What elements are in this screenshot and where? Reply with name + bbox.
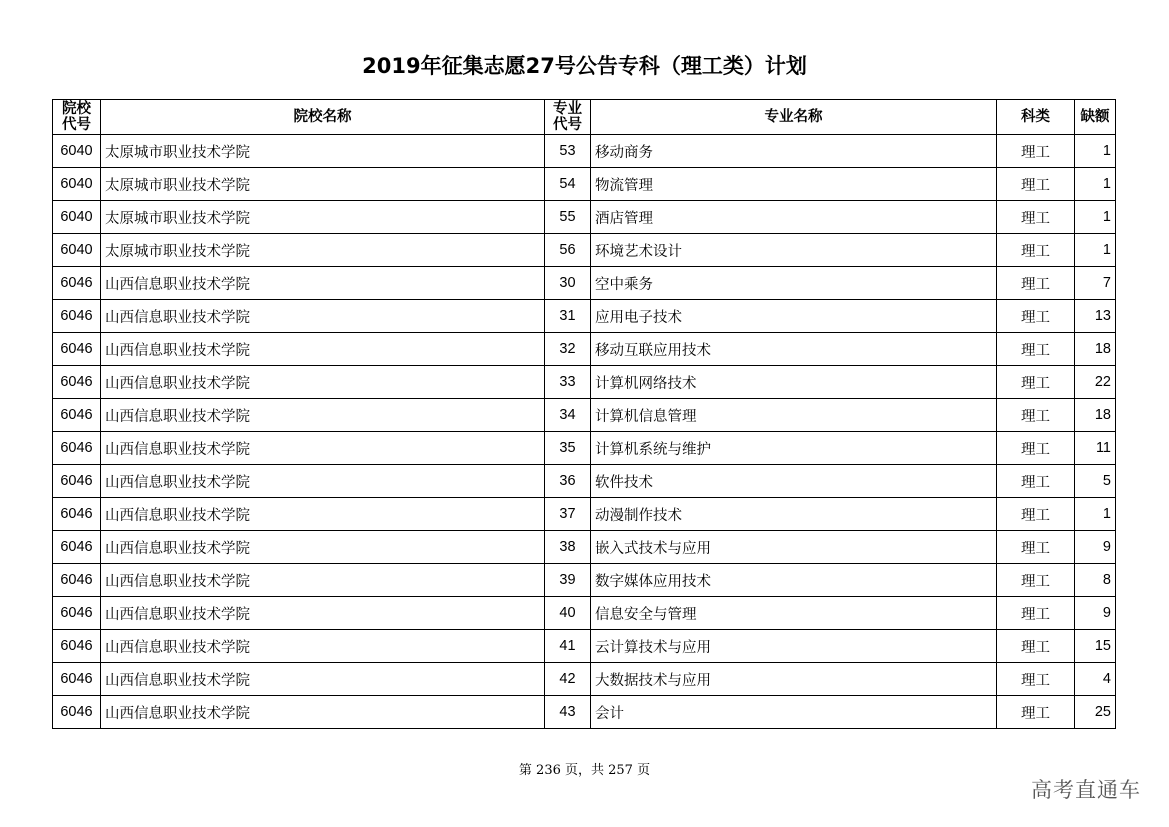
cell-vacancies: 1 <box>1075 135 1116 168</box>
cell-major-code: 39 <box>545 564 591 597</box>
cell-major-name: 空中乘务 <box>591 267 997 300</box>
cell-school-code: 6046 <box>53 630 101 663</box>
table-row <box>53 234 1116 267</box>
cell-school-code: 6040 <box>53 201 101 234</box>
cell-major-code: 42 <box>545 663 591 696</box>
table-row <box>53 564 1116 597</box>
cell-major-code: 37 <box>545 498 591 531</box>
cell-major-name: 物流管理 <box>591 168 997 201</box>
cell-major-name: 云计算技术与应用 <box>591 630 997 663</box>
cell-major-name: 应用电子技术 <box>591 300 997 333</box>
cell-vacancies: 4 <box>1075 663 1116 696</box>
header-major-name: 专业名称 <box>591 100 997 135</box>
cell-school-code: 6046 <box>53 663 101 696</box>
cell-vacancies: 13 <box>1075 300 1116 333</box>
cell-category: 理工 <box>997 366 1075 399</box>
cell-major-code: 56 <box>545 234 591 267</box>
table-row <box>53 267 1116 300</box>
cell-vacancies: 11 <box>1075 432 1116 465</box>
cell-major-code: 36 <box>545 465 591 498</box>
cell-major-name: 动漫制作技术 <box>591 498 997 531</box>
cell-major-name: 移动互联应用技术 <box>591 333 997 366</box>
table-row <box>53 432 1116 465</box>
cell-school-code: 6046 <box>53 597 101 630</box>
cell-major-name: 信息安全与管理 <box>591 597 997 630</box>
cell-school-name: 山西信息职业技术学院 <box>101 531 545 564</box>
cell-category: 理工 <box>997 696 1075 729</box>
plan-table <box>52 99 1116 729</box>
cell-category: 理工 <box>997 234 1075 267</box>
table-row <box>53 465 1116 498</box>
cell-major-name: 计算机系统与维护 <box>591 432 997 465</box>
cell-major-code: 38 <box>545 531 591 564</box>
cell-category: 理工 <box>997 597 1075 630</box>
cell-major-name: 大数据技术与应用 <box>591 663 997 696</box>
cell-school-name: 太原城市职业技术学院 <box>101 135 545 168</box>
cell-major-code: 53 <box>545 135 591 168</box>
cell-major-code: 54 <box>545 168 591 201</box>
cell-category: 理工 <box>997 432 1075 465</box>
cell-major-name: 嵌入式技术与应用 <box>591 531 997 564</box>
cell-category: 理工 <box>997 663 1075 696</box>
cell-major-name: 酒店管理 <box>591 201 997 234</box>
cell-school-name: 山西信息职业技术学院 <box>101 564 545 597</box>
table-row <box>53 135 1116 168</box>
cell-vacancies: 9 <box>1075 597 1116 630</box>
cell-vacancies: 5 <box>1075 465 1116 498</box>
cell-school-name: 山西信息职业技术学院 <box>101 597 545 630</box>
cell-school-name: 山西信息职业技术学院 <box>101 366 545 399</box>
page-title: 2019年征集志愿27号公告专科（理工类）计划 <box>362 54 807 78</box>
cell-school-code: 6040 <box>53 234 101 267</box>
cell-school-code: 6046 <box>53 531 101 564</box>
cell-major-name: 会计 <box>591 696 997 729</box>
cell-major-name: 软件技术 <box>591 465 997 498</box>
cell-school-name: 太原城市职业技术学院 <box>101 201 545 234</box>
header-category: 科类 <box>997 100 1075 135</box>
cell-major-code: 32 <box>545 333 591 366</box>
table-row <box>53 366 1116 399</box>
cell-category: 理工 <box>997 300 1075 333</box>
cell-category: 理工 <box>997 399 1075 432</box>
cell-vacancies: 22 <box>1075 366 1116 399</box>
table-row <box>53 597 1116 630</box>
table-row <box>53 531 1116 564</box>
cell-major-code: 30 <box>545 267 591 300</box>
cell-school-code: 6046 <box>53 267 101 300</box>
cell-vacancies: 18 <box>1075 399 1116 432</box>
cell-vacancies: 1 <box>1075 201 1116 234</box>
cell-school-name: 太原城市职业技术学院 <box>101 168 545 201</box>
cell-major-name: 数字媒体应用技术 <box>591 564 997 597</box>
cell-category: 理工 <box>997 564 1075 597</box>
cell-school-name: 山西信息职业技术学院 <box>101 267 545 300</box>
table-row <box>53 201 1116 234</box>
cell-category: 理工 <box>997 201 1075 234</box>
cell-major-code: 34 <box>545 399 591 432</box>
cell-category: 理工 <box>997 531 1075 564</box>
header-school-code: 院校代号 <box>53 100 101 135</box>
cell-category: 理工 <box>997 267 1075 300</box>
cell-school-name: 太原城市职业技术学院 <box>101 234 545 267</box>
table-row <box>53 696 1116 729</box>
cell-school-name: 山西信息职业技术学院 <box>101 498 545 531</box>
cell-school-name: 山西信息职业技术学院 <box>101 399 545 432</box>
header-school-name: 院校名称 <box>101 100 545 135</box>
table-row <box>53 630 1116 663</box>
page-footer: 第 236 页，共 257 页 <box>518 763 651 778</box>
cell-major-code: 55 <box>545 201 591 234</box>
cell-major-name: 计算机网络技术 <box>591 366 997 399</box>
header-vacancies: 缺额 <box>1075 100 1116 135</box>
cell-category: 理工 <box>997 465 1075 498</box>
cell-school-name: 山西信息职业技术学院 <box>101 630 545 663</box>
cell-major-code: 40 <box>545 597 591 630</box>
cell-major-name: 环境艺术设计 <box>591 234 997 267</box>
cell-category: 理工 <box>997 498 1075 531</box>
cell-school-code: 6040 <box>53 168 101 201</box>
table-header-row <box>53 100 1116 135</box>
cell-vacancies: 1 <box>1075 498 1116 531</box>
cell-major-name: 计算机信息管理 <box>591 399 997 432</box>
cell-major-code: 35 <box>545 432 591 465</box>
table-row <box>53 300 1116 333</box>
cell-major-code: 43 <box>545 696 591 729</box>
table-row <box>53 498 1116 531</box>
cell-school-name: 山西信息职业技术学院 <box>101 465 545 498</box>
cell-school-code: 6046 <box>53 333 101 366</box>
cell-school-code: 6046 <box>53 498 101 531</box>
cell-vacancies: 18 <box>1075 333 1116 366</box>
cell-vacancies: 15 <box>1075 630 1116 663</box>
cell-school-name: 山西信息职业技术学院 <box>101 333 545 366</box>
cell-category: 理工 <box>997 333 1075 366</box>
cell-vacancies: 7 <box>1075 267 1116 300</box>
cell-category: 理工 <box>997 630 1075 663</box>
cell-school-code: 6040 <box>53 135 101 168</box>
cell-school-code: 6046 <box>53 696 101 729</box>
cell-vacancies: 25 <box>1075 696 1116 729</box>
cell-school-code: 6046 <box>53 564 101 597</box>
cell-school-code: 6046 <box>53 366 101 399</box>
cell-school-name: 山西信息职业技术学院 <box>101 663 545 696</box>
cell-major-code: 41 <box>545 630 591 663</box>
watermark: 高考直通车 <box>1031 778 1141 802</box>
cell-category: 理工 <box>997 135 1075 168</box>
cell-school-name: 山西信息职业技术学院 <box>101 432 545 465</box>
cell-major-code: 33 <box>545 366 591 399</box>
cell-school-code: 6046 <box>53 300 101 333</box>
cell-category: 理工 <box>997 168 1075 201</box>
cell-major-code: 31 <box>545 300 591 333</box>
cell-school-code: 6046 <box>53 399 101 432</box>
header-major-code: 专业代号 <box>545 100 591 135</box>
table-row <box>53 168 1116 201</box>
cell-vacancies: 1 <box>1075 234 1116 267</box>
cell-vacancies: 1 <box>1075 168 1116 201</box>
table-row <box>53 399 1116 432</box>
cell-school-code: 6046 <box>53 465 101 498</box>
cell-school-name: 山西信息职业技术学院 <box>101 300 545 333</box>
cell-school-code: 6046 <box>53 432 101 465</box>
cell-vacancies: 9 <box>1075 531 1116 564</box>
table-row <box>53 333 1116 366</box>
cell-vacancies: 8 <box>1075 564 1116 597</box>
table-row <box>53 663 1116 696</box>
cell-school-name: 山西信息职业技术学院 <box>101 696 545 729</box>
cell-major-name: 移动商务 <box>591 135 997 168</box>
